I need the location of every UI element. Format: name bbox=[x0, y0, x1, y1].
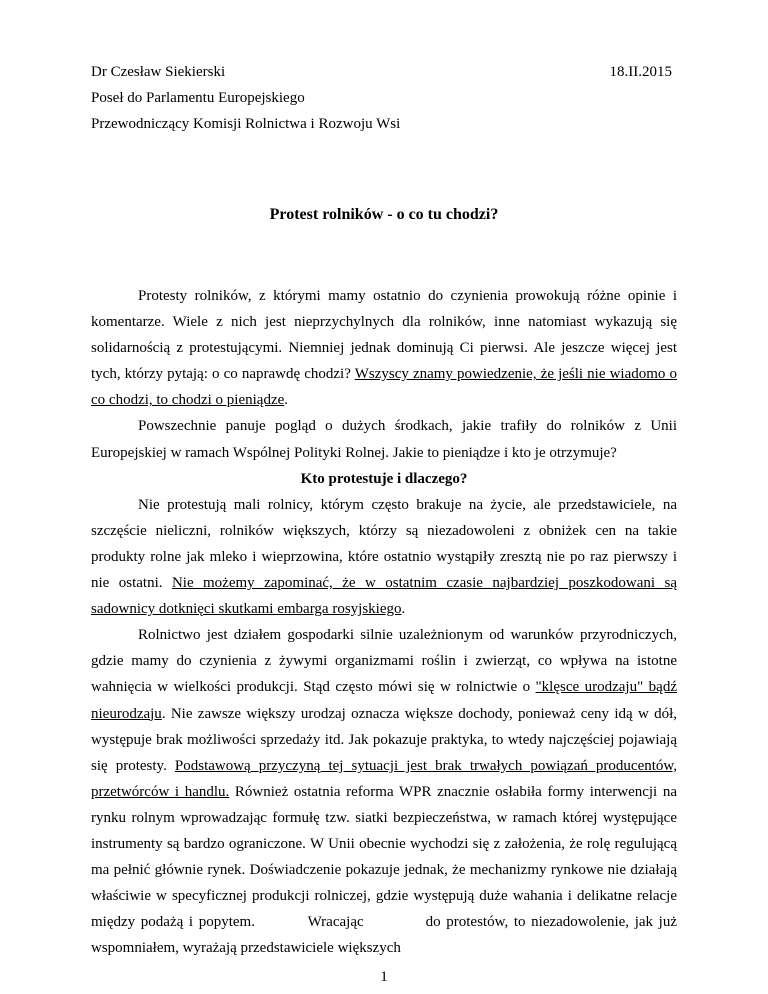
author-role-parliament: Poseł do Parlamentu Europejskiego bbox=[91, 90, 305, 106]
paragraph-3 bbox=[91, 492, 677, 622]
document-date: 18.II.2015 bbox=[609, 64, 672, 80]
page-number: 1 bbox=[380, 969, 388, 985]
paragraph-1-text: Protesty rolników, z którymi mamy ostatnio do czynienia prowokują różne opinie i komentarze. Wiele z nich jest nieprzychylnych dla rolników, inne natomiast wykazują się solidarnością z protestującymi. Niemniej jednak dominują Ci pierwsi. Ale jeszcze więcej jest tych, którzy pytają: o co naprawdę chodzi? bbox=[91, 288, 677, 383]
paragraph-2-text: Powszechnie panuje pogląd o dużych środkach, jakie trafiły do rolników z Unii Europejskiej w ramach Wspólnej Polityki Rolnej. Jakie to pieniądze i kto je otrzymuje? bbox=[91, 418, 677, 461]
paragraph-4-underlined-1: "klęsce urodzaju" bądź nieurodzaju bbox=[91, 679, 677, 722]
section-heading: Kto protestuje i dlaczego? bbox=[300, 470, 468, 487]
paragraph-4-spread-text: Wracając do bbox=[307, 914, 441, 931]
document-body bbox=[91, 283, 677, 961]
paragraph-3-end: . bbox=[401, 601, 406, 618]
paragraph-1-end: . bbox=[284, 392, 289, 409]
paragraph-3-text: Nie protestują mali rolnicy, którym często brakuje na życie, ale przedstawiciele, na szczęście nieliczni, rolników większych, którzy są niezadowoleni z obniżek cen na takie produkty rolne jak mleko i wieprzowina, które ostatnio wystąpiły zresztą nie po raz pierwszy i nie ostatni. bbox=[91, 496, 677, 592]
document-title: Protest rolników - o co tu chodzi? bbox=[269, 206, 499, 223]
paragraph-1 bbox=[91, 283, 677, 413]
paragraph-4-text-d: protestów, to niezadowolenie, jak już wspomniałem, wyrażają przedstawiciele większych bbox=[91, 914, 677, 957]
paragraph-4-underlined-2: Podstawową przyczyną tej sytuacji jest brak trwałych powiązań producentów, przetwórców i handlu. bbox=[91, 757, 678, 800]
paragraph-4-text-c: Również ostatnia reforma WPR znacznie osłabiła formy interwencji na rynku rolnym wprowadzając formułę tzw. siatki bezpieczeństwa, w ramach której występujące instrumenty są bardzo ograniczone. W Unii obecnie wychodzi się z założenia, że rolę regulującą ma pełnić głównie rynek. Doświadczenie pokazuje jednak, że mechanizmy rynkowe nie działają właściwie w specyficznej produkcji rolniczej, gdzie występują duże wahania i delikatne relacje między podażą i popytem. bbox=[91, 783, 677, 931]
paragraph-4 bbox=[91, 622, 677, 961]
paragraph-4-text-b: . Nie zawsze większy urodzaj oznacza większe dochody, ponieważ ceny idą w dół, występuje brak możliwości sprzedaży itd. Jak pokazuje praktyka, to wtedy najczęściej pojawiają się protesty. bbox=[91, 705, 677, 774]
paragraph-1-underlined: Wszyscy znamy powiedzenie, że jeśli nie wiadomo o co chodzi, to chodzi o pieniądze bbox=[91, 366, 677, 409]
author-role-committee: Przewodniczący Komisji Rolnictwa i Rozwoju Wsi bbox=[91, 116, 401, 132]
paragraph-4-text-a: Rolnictwo jest działem gospodarki silnie uzależnionym od warunków przyrodniczych, gdzie mamy do czynienia z żywymi organizmami roślin i zwierząt, co wpływa na istotne wahnięcia w wielkości produkcji. Stąd często mówi się w rolnictwie o bbox=[91, 627, 677, 696]
paragraph-2 bbox=[91, 413, 677, 465]
author-name: Dr Czesław Siekierski bbox=[91, 64, 226, 80]
paragraph-3-underlined: Nie możemy zapominać, że w ostatnim czasie najbardziej poszkodowani są sadownicy dotknięci skutkami embarga rosyjskiego bbox=[91, 575, 678, 618]
